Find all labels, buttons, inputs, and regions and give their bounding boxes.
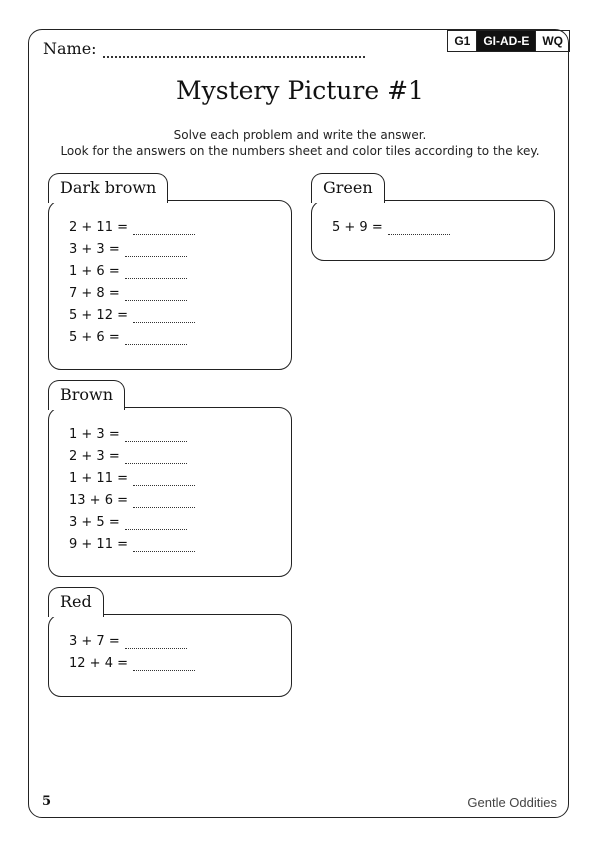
problem-row	[69, 634, 187, 649]
answer-line[interactable]	[133, 311, 195, 323]
instructions	[0, 127, 600, 159]
answer-line[interactable]	[125, 245, 187, 257]
type-code: WQ	[535, 31, 569, 51]
problem-box	[48, 200, 292, 370]
problem-box	[311, 200, 555, 261]
problem-row	[332, 220, 450, 235]
problem-text: 5 + 12 =	[69, 308, 128, 323]
answer-line[interactable]	[125, 333, 187, 345]
problem-text: 13 + 6 =	[69, 493, 128, 508]
answer-line[interactable]	[133, 659, 195, 671]
problem-text: 2 + 3 =	[69, 449, 120, 464]
problem-row	[69, 220, 195, 235]
problem-row	[69, 330, 187, 345]
problem-text: 12 + 4 =	[69, 656, 128, 671]
problem-box	[48, 407, 292, 577]
problem-text: 5 + 6 =	[69, 330, 120, 345]
problem-text: 7 + 8 =	[69, 286, 120, 301]
problem-row	[69, 308, 195, 323]
answer-line[interactable]	[125, 289, 187, 301]
worksheet-codes	[447, 30, 570, 52]
problem-row	[69, 427, 187, 442]
page-title: Mystery Picture #1	[176, 76, 424, 105]
problem-row	[69, 449, 187, 464]
problem-row	[69, 242, 187, 257]
group-label: Green	[311, 173, 385, 203]
name-input-line[interactable]	[103, 42, 365, 58]
problem-row	[69, 515, 187, 530]
problem-text: 1 + 3 =	[69, 427, 120, 442]
group-label: Dark brown	[48, 173, 168, 203]
problem-text: 2 + 11 =	[69, 220, 128, 235]
problem-row	[69, 286, 187, 301]
answer-line[interactable]	[133, 223, 195, 235]
grade-code: G1	[454, 34, 471, 48]
answer-line[interactable]	[125, 430, 187, 442]
problem-row	[69, 471, 195, 486]
instruction-line: Look for the answers on the numbers sheet and color tiles according to the key.	[60, 144, 540, 158]
answer-line[interactable]	[133, 496, 195, 508]
problem-box	[48, 614, 292, 697]
answer-line[interactable]	[125, 452, 187, 464]
problem-row	[69, 537, 195, 552]
name-label: Name:	[43, 39, 97, 58]
problem-text: 5 + 9 =	[332, 220, 383, 235]
skill-code: GI-AD-E	[476, 31, 535, 51]
problem-text: 3 + 7 =	[69, 634, 120, 649]
instruction-line: Solve each problem and write the answer.	[173, 128, 427, 142]
problem-text: 3 + 5 =	[69, 515, 120, 530]
brand-logo: Gentle Oddities	[467, 795, 557, 810]
answer-line[interactable]	[125, 518, 187, 530]
group-label: Red	[48, 587, 104, 617]
answer-line[interactable]	[388, 223, 450, 235]
problem-row	[69, 264, 187, 279]
answer-line[interactable]	[133, 474, 195, 486]
problem-row	[69, 656, 195, 671]
name-row	[43, 39, 365, 58]
answer-line[interactable]	[125, 637, 187, 649]
problem-text: 1 + 11 =	[69, 471, 128, 486]
group-label: Brown	[48, 380, 125, 410]
answer-line[interactable]	[133, 540, 195, 552]
page-number: 5	[42, 794, 52, 809]
problem-text: 1 + 6 =	[69, 264, 120, 279]
problem-text: 9 + 11 =	[69, 537, 128, 552]
problem-text: 3 + 3 =	[69, 242, 120, 257]
problem-row	[69, 493, 195, 508]
answer-line[interactable]	[125, 267, 187, 279]
